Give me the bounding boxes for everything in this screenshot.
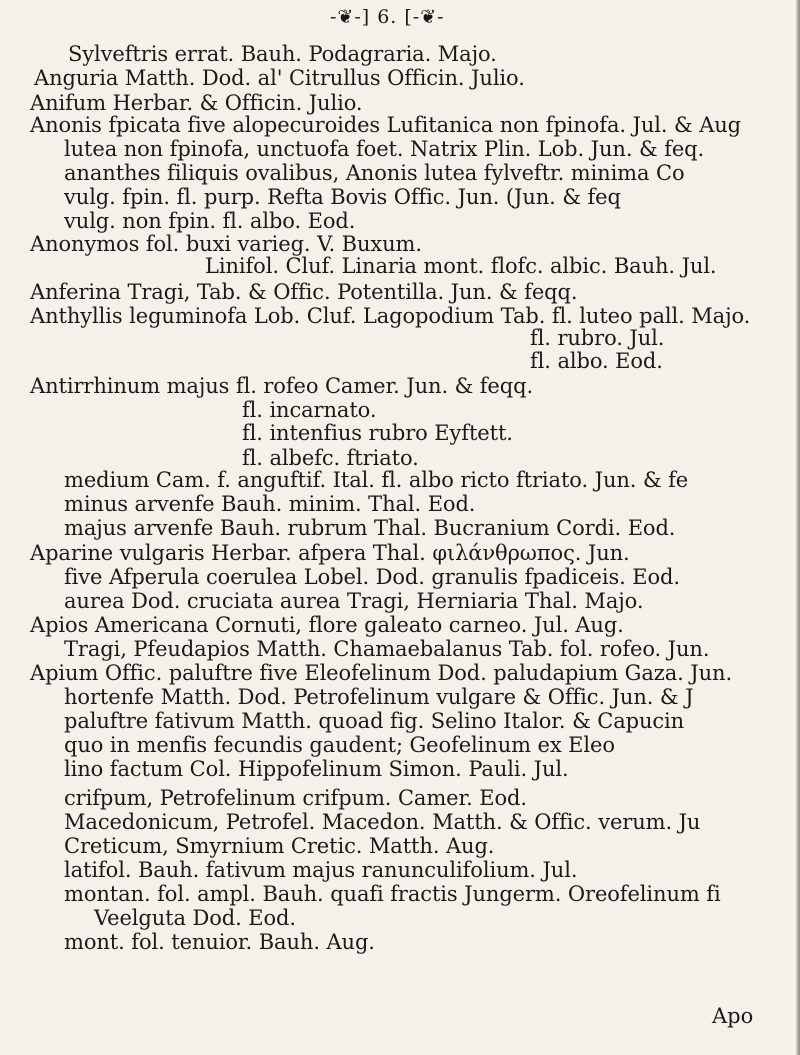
text-line: Anguria Matth. Dod. al' Citrullus Officin. Julio. <box>34 66 525 90</box>
text-line: majus arvenfe Bauh. rubrum Thal. Bucranium Cordi. Eod. <box>64 516 676 540</box>
text-line: Tragi, Pfeudapios Matth. Chamaebalanus Tab. fol. rofeo. Jun. <box>64 637 710 661</box>
text-line: vulg. fpin. fl. purp. Refta Bovis Offic. Jun. (Jun. & feq <box>64 185 621 209</box>
text-line: Anferina Tragi, Tab. & Offic. Potentilla. Jun. & feqq. <box>30 280 578 304</box>
text-line: fl. albefc. ftriato. <box>242 446 419 470</box>
text-line: lino factum Col. Hippofelinum Simon. Pauli. Jul. <box>64 757 569 781</box>
text-line: fl. intenfius rubro Eyftett. <box>242 421 513 445</box>
text-line: lutea non fpinofa, unctuofa foet. Natrix Plin. Lob. Jun. & feq. <box>64 137 705 161</box>
catchword: Apo <box>712 1004 754 1028</box>
text-line: hortenfe Matth. Dod. Petrofelinum vulgare & Offic. Jun. & J <box>64 685 694 709</box>
text-line: fl. incarnato. <box>242 398 377 422</box>
text-line: latifol. Bauh. fativum majus ranunculifolium. Jul. <box>64 858 578 882</box>
text-line: montan. fol. ampl. Bauh. quafi fractis Jungerm. Oreofelinum fi <box>64 882 721 906</box>
text-line: Linifol. Cluf. Linaria mont. flofc. albic. Bauh. Jul. <box>205 254 717 278</box>
text-line: paluftre fativum Matth. quoad fig. Selino Italor. & Capucin <box>64 709 685 733</box>
text-line: quo in menfis fecundis gaudent; Geofelinum ex Eleo <box>64 733 615 757</box>
page-number-header: -❦-] 6. [-❦- <box>330 6 445 28</box>
text-line: Anonis fpicata five alopecuroides Lufitanica non fpinofa. Jul. & Aug <box>30 113 742 137</box>
page-edge-shadow <box>796 0 800 1055</box>
text-line: Aparine vulgaris Herbar. afpera Thal. φιλάνθρωπος. Jun. <box>30 541 630 565</box>
text-line: Sylveftris errat. Bauh. Podagraria. Majo. <box>68 42 497 66</box>
text-line: Antirrhinum majus fl. rofeo Camer. Jun. & feqq. <box>30 374 534 398</box>
text-line: medium Cam. f. anguftif. Ital. fl. albo ricto ftriato. Jun. & fe <box>64 468 689 492</box>
text-line: aurea Dod. cruciata aurea Tragi, Herniaria Thal. Majo. <box>64 589 644 613</box>
text-line: Anonymos fol. buxi varieg. V. Buxum. <box>30 232 422 256</box>
text-line: fl. albo. Eod. <box>530 349 663 373</box>
text-line: crifpum, Petrofelinum crifpum. Camer. Eod. <box>64 786 527 810</box>
text-line: Anthyllis leguminofa Lob. Cluf. Lagopodium Tab. fl. luteo pall. Majo. <box>30 304 751 328</box>
text-line: ananthes filiquis ovalibus, Anonis lutea fylveftr. minima Co <box>64 161 685 185</box>
text-line: Apios Americana Cornuti, flore galeato carneo. Jul. Aug. <box>30 613 624 637</box>
text-line: Apium Offic. paluftre five Eleofelinum Dod. paludapium Gaza. Jun. <box>30 661 733 685</box>
text-line: Anifum Herbar. & Officin. Julio. <box>30 91 363 115</box>
text-line: Macedonicum, Petrofel. Macedon. Matth. & Offic. verum. Ju <box>64 810 701 834</box>
text-line: Creticum, Smyrnium Cretic. Matth. Aug. <box>64 834 495 858</box>
text-line: fl. rubro. Jul. <box>530 326 665 350</box>
text-line: mont. fol. tenuior. Bauh. Aug. <box>64 930 375 954</box>
text-line: minus arvenfe Bauh. minim. Thal. Eod. <box>64 492 476 516</box>
text-line: Veelguta Dod. Eod. <box>94 906 296 930</box>
text-line: vulg. non fpin. fl. albo. Eod. <box>64 209 356 233</box>
text-line: five Afperula coerulea Lobel. Dod. granulis fpadiceis. Eod. <box>64 565 680 589</box>
